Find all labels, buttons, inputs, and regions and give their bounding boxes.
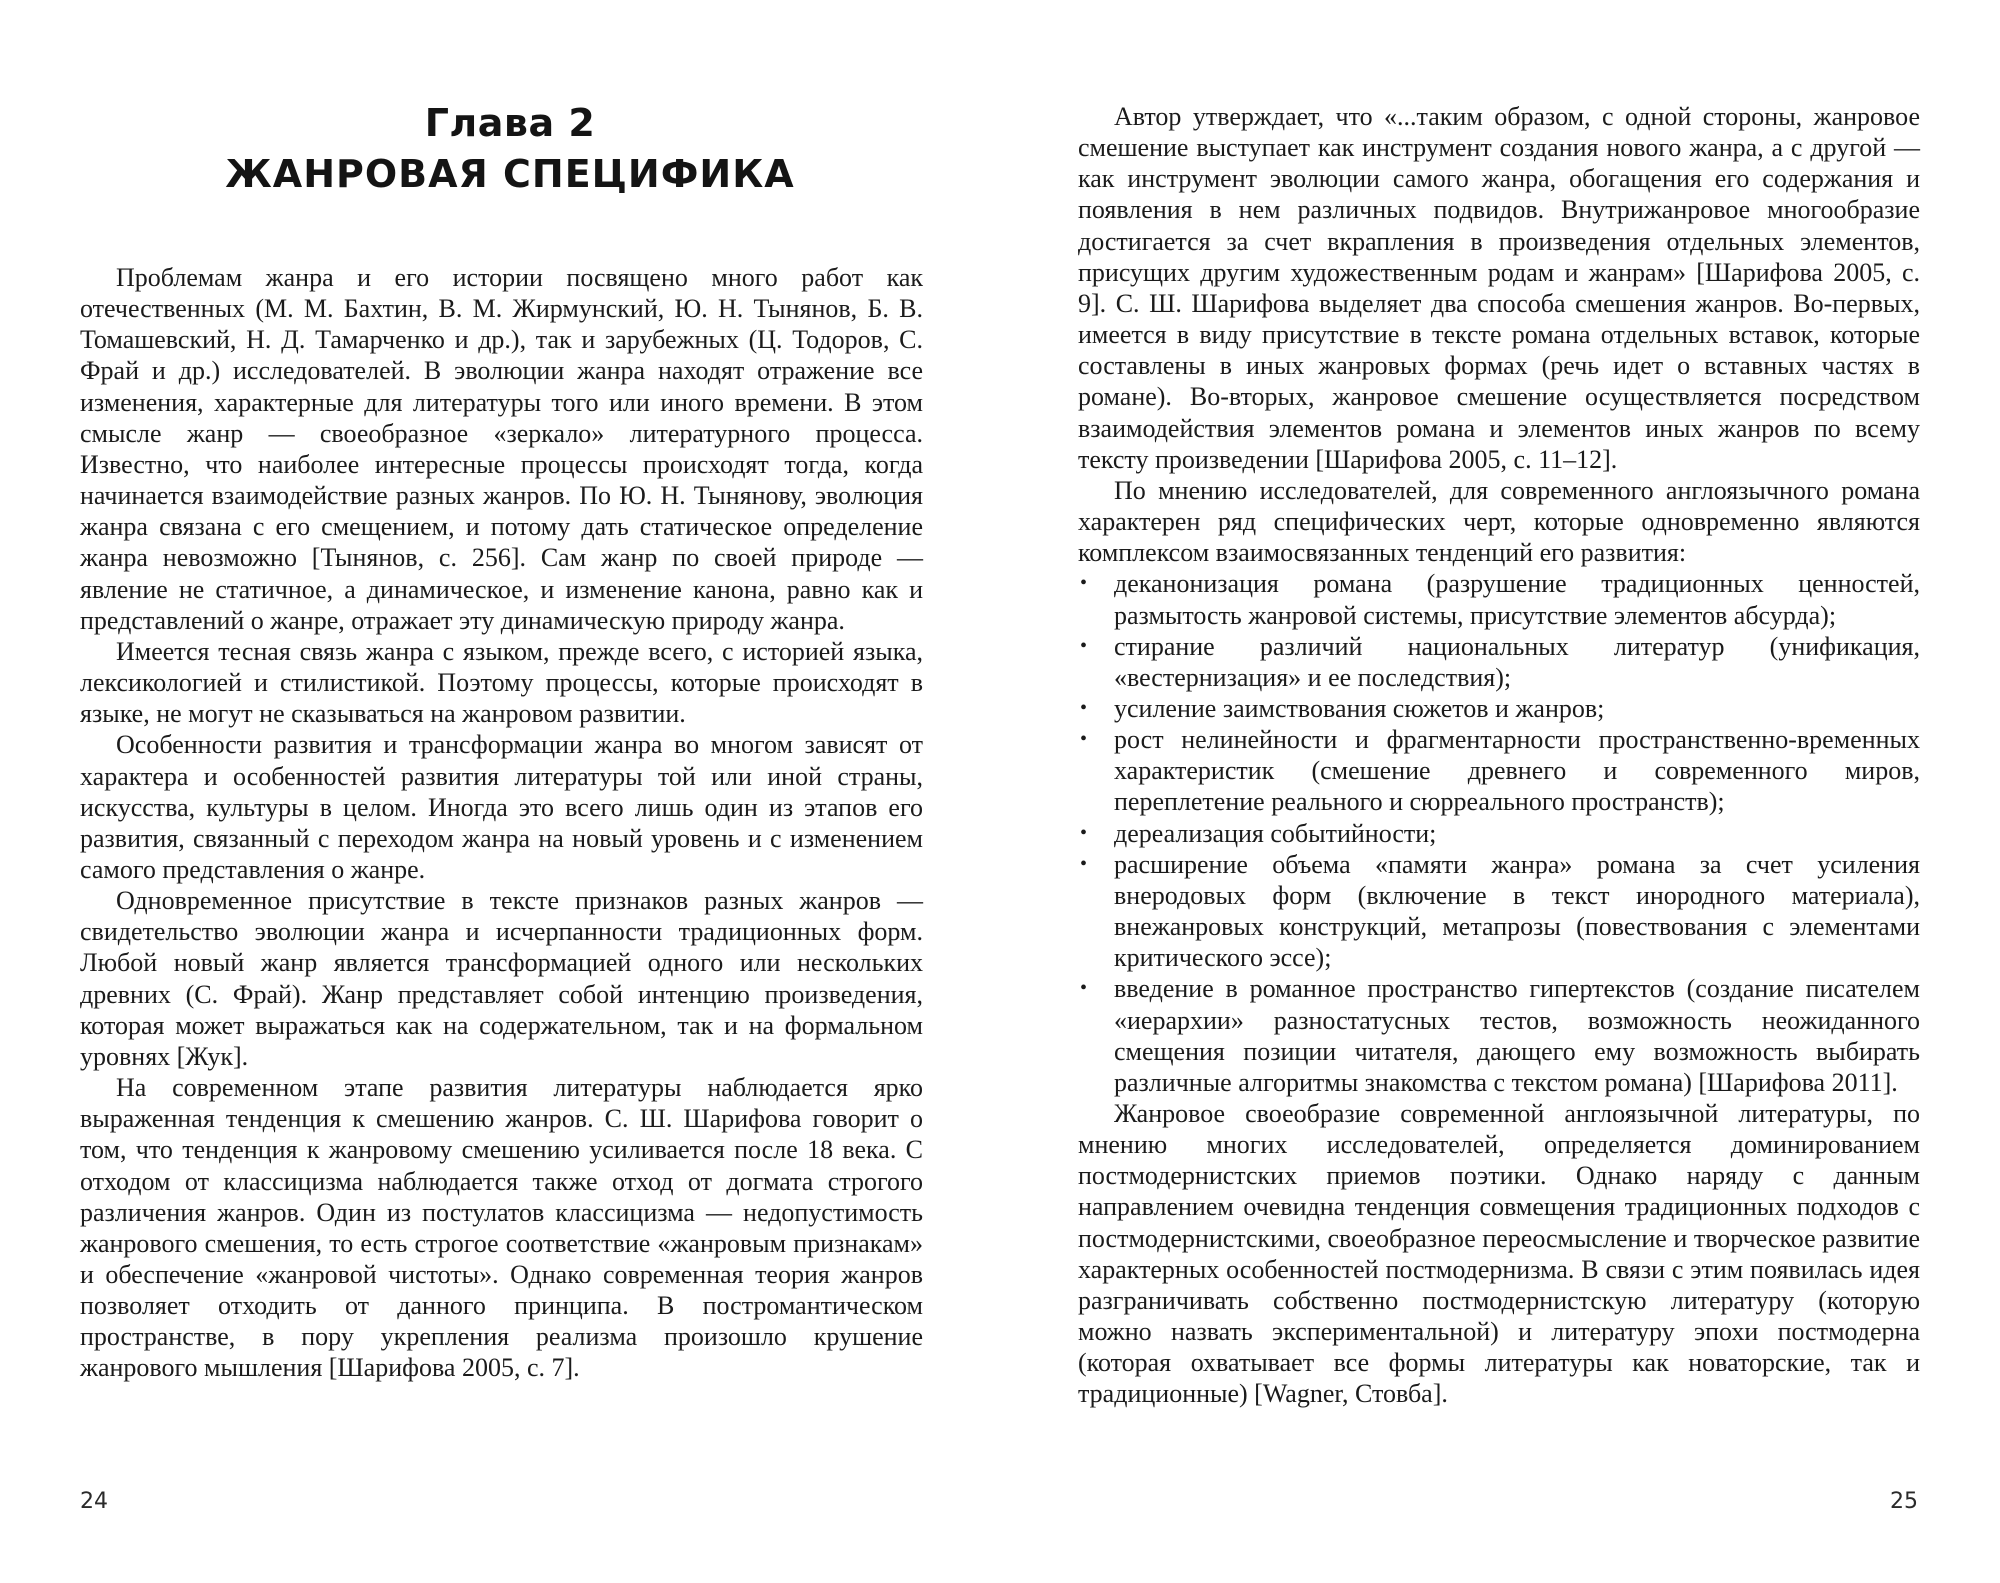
- list-item: [1078, 631, 1920, 693]
- left-page-body: [80, 262, 923, 1384]
- paragraph: Проблемам жанра и его истории посвящено много работ как отечественных (М. М. Бахтин, В. М. Жирмунский, Ю. Н. Тынянов, Б. В. Томашевский, Н. Д. Тамарченко и др.), так и зарубежных (Ц. Тодоров, С. Фрай и др.) исследователей. В эволюции жанра находят отражение все изменения, характерные для литературы того или иного времени. В этом смысле жанр — своеобразное «зеркало» литературного процесса. Известно, что наиболее интересные процессы происходят тогда, когда начинается взаимодействие разных жанров. По Ю. Н. Тынянову, эволюция жанра связана с его смещением, и потому дать статическое определение жанра невозможно [Тынянов, с. 256]. Сам жанр по своей природе — явление не статичное, а динамическое, и изменение канона, равно как и представлений о жанре, отражает эту динамическую природу жанра.: [80, 263, 923, 635]
- chapter-title: ЖАНРОВАЯ СПЕЦИФИКА: [225, 152, 795, 196]
- list-item: [1078, 973, 1920, 1098]
- list-item: [1078, 849, 1920, 974]
- trend-list: [1078, 568, 1920, 1098]
- bullet-icon: •: [1080, 728, 1088, 751]
- bullet-icon: •: [1080, 852, 1088, 875]
- paragraph: Автор утверждает, что «...таким образом, с одной стороны, жанровое смешение выступает как инструмент создания нового жанра, а с другой — как инструмент эволюции самого жанра, обогащения его содержания и появления в нем различных подвидов. Внутрижанровое многообразие достигается за счет вкрапления в произведения отдельных элементов, присущих другим художественным родам и жанрам» [Шарифова 2005, с. 9]. С. Ш. Шарифова выделяет два способа смешения жанров. Во-первых, имеется в виду присутствие в тексте романа отдельных вставок, которые составлены в иных жанровых формах (речь идет о вставных частях в романе). Во-вторых, жанровое смешение осуществляется посредством взаимодействия элементов романа и элементов иных жанров по всему тексту произведении [Шарифова 2005, с. 11–12].: [1078, 102, 1920, 474]
- chapter-label: Глава 2: [424, 101, 596, 145]
- list-item: [1078, 693, 1920, 724]
- list-item-text: рост нелинейности и фрагментарности пространственно-временных характеристик (смешение древнего и современного миров, переплетение реального и сюрреального пространств);: [1114, 725, 1920, 817]
- list-item: [1078, 818, 1920, 849]
- paragraph: Особенности развития и трансформации жанра во многом зависят от характера и особенностей развития литературы той или иной страны, искусства, культуры в целом. Иногда это всего лишь один из этапов его развития, связанный с переходом жанра на новый уровень и с изменением самого представления о жанре.: [80, 730, 923, 884]
- chapter-heading: [120, 98, 900, 200]
- bullet-icon: •: [1080, 977, 1088, 1000]
- list-item-text: стирание различий национальных литератур (унификация, «вестернизация» и ее последствия);: [1114, 631, 1920, 692]
- list-item-text: расширение объема «памяти жанра» романа за счет усиления внеродовых форм (включение в текст инородного материала), внежанровых конструкций, метапрозы (повествования с элементами критического эссе);: [1114, 849, 1920, 973]
- right-page-body: [1078, 101, 1920, 1410]
- paragraph: По мнению исследователей, для современного англоязычного романа характерен ряд специфических черт, которые одновременно являются комплексом взаимосвязанных тенденций его развития:: [1078, 475, 1920, 568]
- list-item-text: деканонизация романа (разрушение традиционных ценностей, размытость жанровой системы, присутствие элементов абсурда);: [1114, 569, 1920, 630]
- bullet-icon: •: [1080, 821, 1088, 844]
- paragraph: Одновременное присутствие в тексте признаков разных жанров — свидетельство эволюции жанра и исчерпанности традиционных форм. Любой новый жанр является трансформацией одного или нескольких древних (С. Фрай). Жанр представляет собой интенцию произведения, которая может выражаться как на содержательном, так и на формальном уровнях [Жук].: [80, 886, 923, 1071]
- page-number-right: 25: [1890, 1489, 1918, 1514]
- list-item-text: усиление заимствования сюжетов и жанров;: [1114, 693, 1605, 723]
- paragraph: На современном этапе развития литературы наблюдается ярко выраженная тенденция к смешению жанров. С. Ш. Шарифова говорит о том, что тенденция к жанровому смешению усиливается после 18 века. С отходом от классицизма наблюдается также отход от догмата строгого различения жанров. Один из постулатов классицизма — недопустимость жанрового смешения, то есть строгое соответствие «жанровым признакам» и обеспечение «жанровой чистоты». Однако современная теория жанров позволяет отходить от данного принципа. В постромантическом пространстве, в пору укрепления реализма произошло крушение жанрового мышления [Шарифова 2005, с. 7].: [80, 1073, 923, 1383]
- list-item: [1078, 568, 1920, 630]
- bullet-icon: •: [1080, 572, 1088, 595]
- list-item-text: дереализация событийности;: [1114, 818, 1437, 848]
- right-page: [1000, 0, 2000, 1583]
- bullet-icon: •: [1080, 634, 1088, 657]
- list-item-text: введение в романное пространство гипертекстов (создание писателем «иерархии» разностатусных тестов, возможность неожиданного смещения позиции читателя, дающего ему возможность выбирать различные алгоритмы знакомства с текстом романа) [Шарифова 2011].: [1114, 974, 1920, 1097]
- bullet-icon: •: [1080, 696, 1088, 719]
- list-item: [1078, 724, 1920, 817]
- paragraph: Жанровое своеобразие современной англоязычной литературы, по мнению многих исследователей, определяется доминированием постмодернистских приемов поэтики. Однако наряду с данным направлением очевидна тенденция совмещения традиционных подходов с постмодернистскими, своеобразное переосмысление и творческое развитие характерных особенностей постмодернизма. В связи с этим появилась идея разграничивать собственно постмодернистскую литературу (которую можно назвать экспериментальной) и литературу эпохи постмодерна (которая охватывает все формы литературы как новаторские, так и традиционные) [Wagner, Стовба].: [1078, 1099, 1920, 1409]
- page-number-left: 24: [80, 1489, 108, 1514]
- paragraph: Имеется тесная связь жанра с языком, прежде всего, с историей языка, лексикологией и стилистикой. Поэтому процессы, которые происходят в языке, не могут не сказываться на жанровом развитии.: [80, 636, 923, 729]
